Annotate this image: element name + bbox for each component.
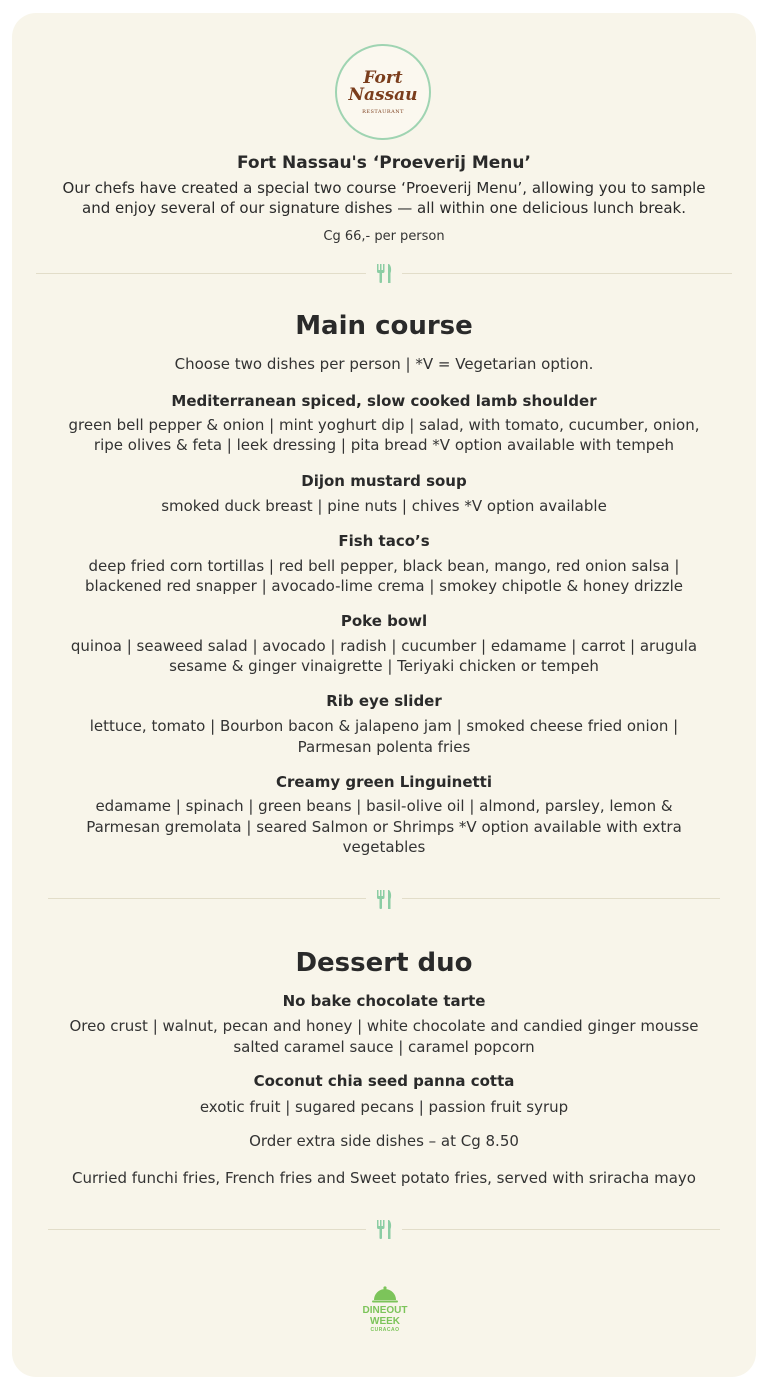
dish-name: Rib eye slider (326, 692, 442, 710)
dish-name: Fish taco’s (338, 532, 430, 550)
fork-knife-icon (374, 888, 394, 910)
menu-title: Fort Nassau's ‘Proeverij Menu’ (237, 153, 531, 173)
logo-subtext: RESTAURANT (362, 109, 404, 115)
dish-description: Parmesan polenta fries (297, 738, 471, 756)
divider-line (48, 898, 366, 899)
cloche-icon (370, 1285, 400, 1305)
dish-description: green bell pepper & onion | mint yoghurt dip | salad, with tomato, cucumber, onion, (68, 416, 700, 434)
logo-text-line2: Nassau (348, 85, 418, 105)
intro-line-2: and enjoy several of our signature dishes — all within one delicious lunch break. (82, 199, 686, 217)
dish-description: Oreo crust | walnut, pecan and honey | white chocolate and candied ginger mousse (69, 1017, 699, 1035)
dish-name: Dijon mustard soup (301, 472, 467, 490)
dish-name: No bake chocolate tarte (282, 992, 486, 1010)
dish-name: Coconut chia seed panna cotta (253, 1072, 515, 1090)
divider-line (48, 1229, 366, 1230)
section-heading-dessert: Dessert duo (295, 948, 473, 978)
dish-name: Mediterranean spiced, slow cooked lamb shoulder (171, 392, 597, 410)
main-course-note: Choose two dishes per person | *V = Vegetarian option. (174, 355, 594, 373)
dish-description: Parmesan gremolata | seared Salmon or Shrimps *V option available with extra (86, 818, 682, 836)
dish-description: deep fried corn tortillas | red bell pepper, black bean, mango, red onion salsa | (88, 557, 680, 575)
divider-line (402, 273, 732, 274)
dish-name: Creamy green Linguinetti (276, 773, 492, 791)
dish-description: vegetables (342, 838, 426, 856)
restaurant-logo (335, 44, 431, 140)
divider-line (36, 273, 366, 274)
section-heading-main-course: Main course (295, 311, 473, 341)
dish-description: lettuce, tomato | Bourbon bacon & jalapeno jam | smoked cheese fried onion | (89, 717, 679, 735)
dish-description: salted caramel sauce | caramel popcorn (233, 1038, 535, 1056)
extra-sides-title: Order extra side dishes – at Cg 8.50 (249, 1132, 519, 1150)
dish-description: blackened red snapper | avocado-lime crema | smokey chipotle & honey drizzle (85, 577, 683, 595)
dish-name: Poke bowl (340, 612, 428, 630)
curacao-text: CURACAO (370, 1327, 400, 1333)
fork-knife-icon (374, 1218, 394, 1240)
logo-text-line1: Fort (363, 68, 403, 88)
dish-description: exotic fruit | sugared pecans | passion fruit syrup (199, 1098, 569, 1116)
dish-description: smoked duck breast | pine nuts | chives *V option available (161, 497, 607, 515)
intro-line-1: Our chefs have created a special two course ‘Proeverij Menu’, allowing you to sample (62, 179, 706, 197)
divider-line (402, 898, 720, 899)
dineout-week-logo (350, 1285, 420, 1343)
extra-sides-description: Curried funchi fries, French fries and Sweet potato fries, served with sriracha mayo (72, 1169, 696, 1187)
week-text: WEEK (370, 1316, 400, 1327)
dineout-text: DINEOUT (362, 1305, 408, 1316)
dish-description: sesame & ginger vinaigrette | Teriyaki chicken or tempeh (169, 657, 599, 675)
divider-line (402, 1229, 720, 1230)
dish-description: edamame | spinach | green beans | basil-olive oil | almond, parsley, lemon & (95, 797, 673, 815)
dish-description: ripe olives & feta | leek dressing | pita bread *V option available with tempeh (93, 436, 675, 454)
dish-description: quinoa | seaweed salad | avocado | radish | cucumber | edamame | carrot | arugula (70, 637, 698, 655)
fork-knife-icon (374, 262, 394, 284)
price-per-person: Cg 66,- per person (323, 229, 445, 244)
